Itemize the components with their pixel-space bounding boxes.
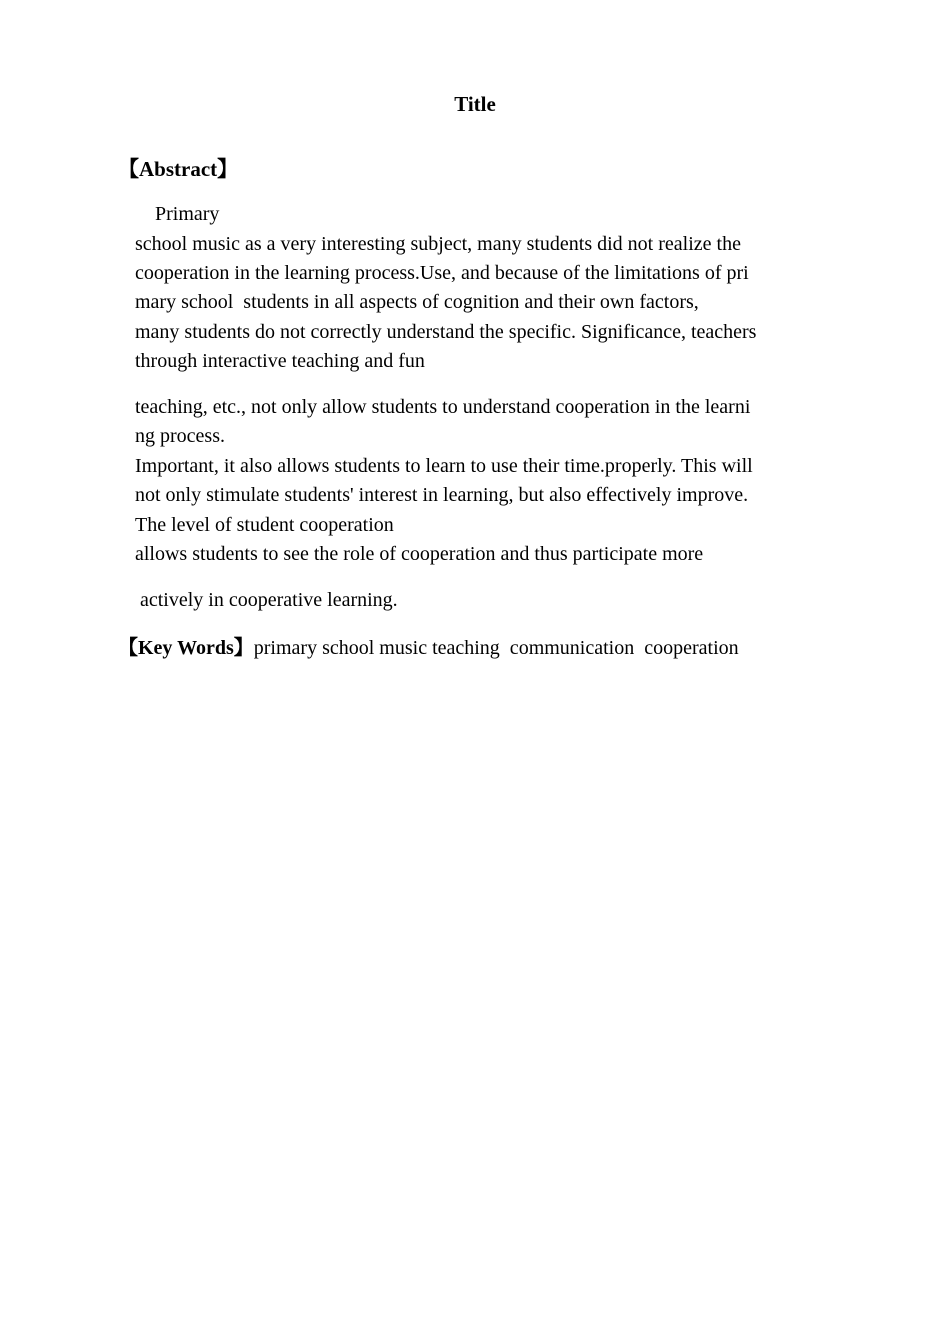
keywords-text: primary school music teaching communication cooperation <box>253 637 739 659</box>
abstract-line: many students do not correctly understand the specific. Significance, teachers <box>135 321 757 343</box>
keywords-line <box>118 634 739 663</box>
abstract-line: cooperation in the learning process.Use, and because of the limitations of pri <box>135 262 749 284</box>
abstract-line: The level of student cooperation <box>135 514 394 536</box>
abstract-line: teaching, etc., not only allow students to understand cooperation in the learni <box>135 396 751 418</box>
abstract-line: ng process. <box>135 425 225 447</box>
abstract-heading: 【Abstract】 <box>118 157 239 181</box>
abstract-line: Important, it also allows students to learn to use their time.properly. This will <box>135 455 753 477</box>
abstract-line: through interactive teaching and fun <box>135 350 425 372</box>
abstract-line: school music as a very interesting subject, many students did not realize the <box>135 233 741 255</box>
abstract-line: allows students to see the role of cooperation and thus participate more <box>135 543 704 565</box>
abstract-line: mary school students in all aspects of cognition and their own factors, <box>135 291 699 313</box>
page-title: Title <box>454 92 496 116</box>
abstract-line: not only stimulate students' interest in learning, but also effectively improve. <box>135 484 749 506</box>
abstract-line: Primary <box>135 203 220 225</box>
abstract-line: actively in cooperative learning. <box>135 589 398 611</box>
keywords-label: 【Key Words】 <box>118 637 254 659</box>
